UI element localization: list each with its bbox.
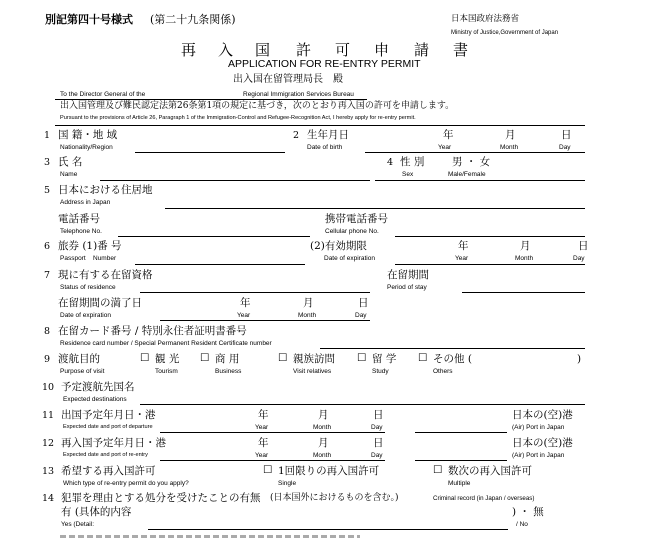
unit-year-en: Year	[455, 255, 469, 262]
tourism-label-en: Tourism	[155, 368, 178, 375]
unit-day: 日	[578, 240, 589, 252]
permit-type-label-en: Which type of re-entry permit do you apply?	[63, 480, 189, 487]
study-label: 留 学	[372, 353, 397, 365]
single-permit-label: 1回限りの再入国許可	[278, 465, 380, 477]
residence-card-label-en: Residence card number / Special Permanent Resident Certificate number	[60, 340, 272, 347]
field-number: 11	[42, 410, 55, 421]
cellphone-label-en: Cellular phone No.	[325, 228, 379, 235]
business-label-en: Business	[215, 368, 242, 375]
unit-month-en: Month	[515, 255, 534, 262]
unit-month: 月	[303, 297, 314, 309]
study-checkbox[interactable]: ☐	[357, 352, 367, 364]
criminal-yes-label-en: Yes (Detail:	[61, 521, 94, 528]
form-number: 別記第四十号様式	[45, 13, 133, 26]
address-field[interactable]	[165, 208, 585, 209]
nationality-field[interactable]	[135, 152, 285, 153]
field-number: 8	[44, 326, 51, 337]
unit-day-en: Day	[573, 255, 585, 262]
telephone-label: 電話番号	[58, 213, 100, 225]
port-label-en: (Air) Port in Japan	[512, 452, 565, 459]
destinations-label: 予定渡航先国名	[61, 381, 135, 393]
title-char: 申	[374, 41, 390, 59]
period-field[interactable]	[462, 292, 585, 293]
name-label-en: Name	[60, 171, 78, 178]
telephone-label-en: Telephone No.	[60, 228, 102, 235]
unit-year: 年	[258, 409, 269, 421]
unit-year-en: Year	[255, 424, 269, 431]
visit-relatives-checkbox[interactable]: ☐	[278, 352, 288, 364]
form-reference: (第二十九条関係)	[150, 13, 236, 26]
sex-label: 性 別	[400, 156, 425, 168]
field-number: 9	[44, 354, 51, 365]
title-char: 再	[181, 41, 197, 59]
cellphone-field[interactable]	[395, 236, 585, 237]
tourism-checkbox[interactable]: ☐	[140, 352, 150, 364]
address-label: 日本における住居地	[58, 184, 153, 196]
single-permit-label-en: Single	[278, 480, 297, 487]
unit-day: 日	[561, 129, 572, 141]
destinations-label-en: Expected destinations	[63, 396, 127, 403]
multiple-permit-label: 数次の再入国許可	[448, 465, 532, 477]
study-label-en: Study	[372, 368, 389, 375]
unit-day: 日	[373, 437, 384, 449]
nationality-label: 国 籍・地 域	[58, 129, 118, 141]
unit-day: 日	[373, 409, 384, 421]
tourism-label: 観 光	[155, 353, 180, 365]
port-label: 日本の(空)港	[512, 409, 573, 421]
field-number: 13	[42, 466, 55, 477]
criminal-record-label-en: Criminal record (in Japan / overseas)	[433, 495, 535, 502]
nationality-label-en: Nationality/Region	[60, 144, 113, 151]
unit-year-en: Year	[438, 144, 452, 151]
divider	[55, 125, 585, 126]
criminal-yes-label[interactable]: 有 (具体的内容	[61, 506, 132, 518]
others-label-en: Others	[433, 368, 453, 375]
divider	[375, 180, 585, 181]
title-char: 入	[218, 41, 234, 59]
criminal-record-note: (日本国外におけるものを含む。)	[270, 493, 399, 503]
destinations-field[interactable]	[140, 404, 585, 405]
address-label-en: Address in Japan	[60, 199, 111, 206]
addressee-en-left: To the Director General of the	[60, 91, 146, 98]
unit-month: 月	[318, 437, 329, 449]
sex-label-en: Sex	[402, 171, 414, 178]
departure-date-field[interactable]	[160, 432, 385, 433]
business-checkbox[interactable]: ☐	[200, 352, 210, 364]
status-field[interactable]	[140, 292, 370, 293]
departure-label: 出国予定年月日・港	[61, 409, 156, 421]
title-char: 国	[255, 41, 271, 59]
title-char: 書	[453, 41, 469, 59]
unit-month: 月	[318, 409, 329, 421]
port-label-en: (Air) Port in Japan	[512, 424, 565, 431]
unit-day-en: Day	[559, 144, 571, 151]
sex-options[interactable]: 男 ・ 女	[452, 156, 491, 168]
unit-year-en: Year	[255, 452, 269, 459]
status-label-en: Status of residence	[60, 284, 116, 291]
title-char: 許	[296, 41, 312, 59]
name-label: 氏 名	[58, 156, 83, 168]
multiple-permit-label-en: Multiple	[448, 480, 471, 487]
others-close-paren: )	[577, 353, 582, 365]
stay-expiry-field[interactable]	[160, 320, 370, 321]
unit-day: 日	[358, 297, 369, 309]
single-permit-checkbox[interactable]: ☐	[263, 464, 273, 476]
reentry-port-field[interactable]	[415, 460, 507, 461]
criminal-no-label-en: / No	[516, 521, 528, 528]
reentry-date-field[interactable]	[160, 460, 385, 461]
others-checkbox[interactable]: ☐	[418, 352, 428, 364]
gov-name-jp: 日本国政府法務省	[451, 14, 520, 24]
port-label: 日本の(空)港	[512, 437, 573, 449]
unit-month-en: Month	[313, 424, 332, 431]
criminal-no-label[interactable]: ) ・ 無	[512, 506, 544, 518]
passport-label: 旅券 (1)番 号	[58, 240, 122, 252]
departure-port-field[interactable]	[415, 432, 507, 433]
field-number: 3	[44, 157, 51, 168]
addressee-jp: 出入国在留管理局長 殿	[233, 74, 343, 85]
unit-month: 月	[520, 240, 531, 252]
field-number: 12	[42, 438, 55, 449]
title-char: 可	[335, 41, 351, 59]
cellphone-label: 携帯電話番号	[325, 213, 388, 225]
visit-relatives-label: 親族訪問	[293, 353, 335, 365]
dob-label-en: Date of birth	[307, 144, 343, 151]
telephone-field[interactable]	[118, 236, 310, 237]
field-number: 5	[44, 185, 51, 196]
unit-day-en: Day	[355, 312, 367, 319]
criminal-detail-field[interactable]	[148, 529, 508, 530]
title-en: APPLICATION FOR RE-ENTRY PERMIT	[228, 58, 421, 70]
unit-year: 年	[240, 297, 251, 309]
unit-month-en: Month	[500, 144, 519, 151]
unit-year: 年	[258, 437, 269, 449]
field-number: 6	[44, 241, 51, 252]
field-number: 4	[387, 157, 394, 168]
addressee-en-right: Regional Immigration Services Bureau	[243, 91, 354, 98]
passport-number-label-en: Number	[93, 255, 117, 262]
period-label-en: Period of stay	[387, 284, 427, 291]
multiple-permit-checkbox[interactable]: ☐	[433, 464, 443, 476]
unit-day-en: Day	[371, 452, 383, 459]
passport-label-en: Passport	[60, 255, 86, 262]
others-label: その他 (	[433, 353, 472, 365]
name-field[interactable]	[100, 180, 370, 181]
reentry-label-en: Expected date and port of re-entry	[63, 452, 148, 458]
departure-label-en: Expected date and port of departure	[63, 424, 153, 430]
unit-year: 年	[458, 240, 469, 252]
unit-month-en: Month	[313, 452, 332, 459]
intro-en: Pursuant to the provisions of Article 26, Paragraph 1 of the Immigration-Control and Refugee-Recognition Act, I hereby apply for re-entry permit.	[60, 115, 416, 121]
period-label: 在留期間	[387, 269, 429, 281]
passport-expiry-field[interactable]	[395, 264, 585, 265]
field-number: 14	[42, 493, 55, 504]
residence-card-field[interactable]	[320, 348, 585, 349]
residence-card-label: 在留カード番号 / 特別永住者証明書番号	[58, 325, 247, 337]
unit-month: 月	[505, 129, 516, 141]
status-label: 現に有する在留資格	[58, 269, 153, 281]
reentry-label: 再入国予定年月日・港	[61, 437, 166, 449]
dob-label: 生年月日	[307, 129, 349, 141]
stay-expiry-label-en: Date of expiration	[60, 312, 111, 319]
intro-jp: 出入国管理及び難民認定法第26条第1項の規定に基づき，次のとおり再入国の許可を申請します。	[60, 101, 455, 111]
unit-year-en: Year	[237, 312, 251, 319]
sex-options-en: Male/Female	[448, 171, 486, 178]
permit-type-label: 希望する再入国許可	[61, 465, 156, 477]
passport-number-field[interactable]	[135, 264, 305, 265]
field-number: 10	[42, 382, 55, 393]
dob-field[interactable]	[365, 152, 585, 153]
visit-relatives-label-en: Visit relatives	[293, 368, 332, 375]
purpose-label-en: Purpose of visit	[60, 368, 105, 375]
stay-expiry-label: 在留期間の満了日	[58, 297, 142, 309]
passport-expiry-label: (2)有効期限	[310, 240, 367, 252]
field-number: 2	[293, 130, 300, 141]
gov-name-en: Ministry of Justice,Government of Japan	[451, 30, 559, 36]
field-number: 1	[44, 130, 51, 141]
unit-year: 年	[443, 129, 454, 141]
title-char: 請	[414, 41, 430, 59]
unit-month-en: Month	[298, 312, 317, 319]
field-number: 7	[44, 270, 51, 281]
purpose-label: 渡航目的	[58, 353, 100, 365]
passport-expiry-label-en: Date of expiration	[324, 255, 375, 262]
criminal-record-label: 犯罪を理由とする処分を受けたことの有無	[61, 492, 261, 504]
unit-day-en: Day	[371, 424, 383, 431]
divider	[55, 99, 367, 100]
business-label: 商 用	[215, 353, 240, 365]
